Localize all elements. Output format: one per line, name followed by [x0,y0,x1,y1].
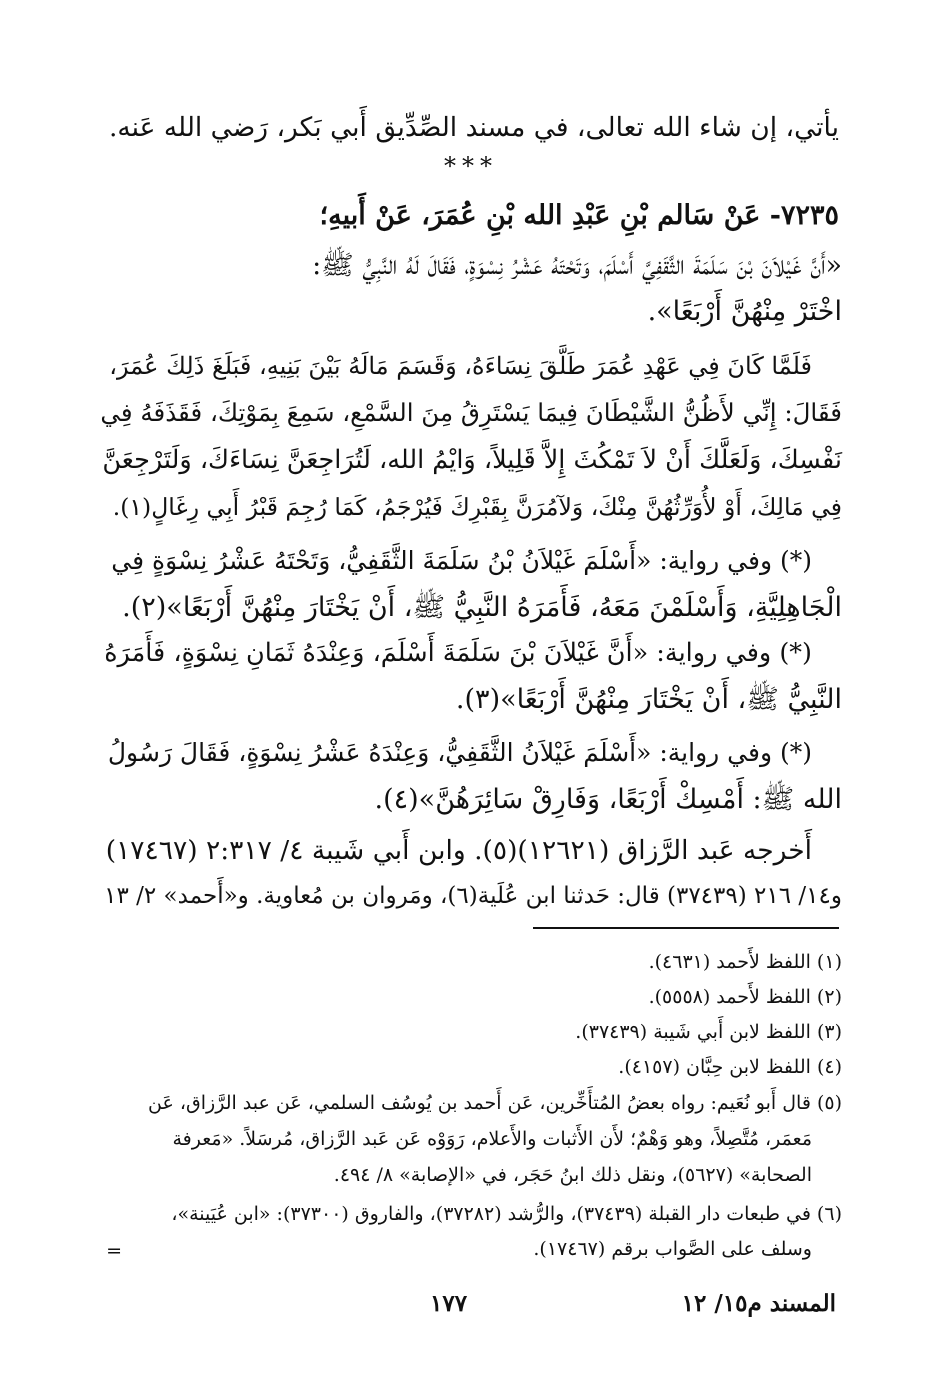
footnote: (٢) اللفظ لأَحمد (٥٥٥٨). [648,986,842,1008]
body-line: (*) وفي رواية: «أَسْلَمَ غَيْلاَنُ بْنُ سَلَمَةَ الثَّقَفِيُّ، وَتَحْتَهُ عَشْرُ نِسْوَةٍ فِي [111,546,812,575]
body-line: «أَنَّ غَيْلاَنَ بْنَ سَلَمَةَ الثَّقَفِيَّ أَسْلَمَ، وَتَحْتَهُ عَشْرُ نِسْوَةٍ، فَقَالَ لَهُ النَّبِيُّ ﷺ: [312,250,842,281]
footnote: وسلف على الصَّواب برقم (١٧٤٦٧). [533,1238,812,1260]
footnote: (٦) في طبعات دار القبلة (٣٧٤٣٩)، والرُّشد (٣٧٢٨٢)، والفاروق (٣٧٣٠٠): «ابن عُيَينة»، [171,1203,842,1225]
footnote: (٤) اللفظ لابن حِبَّان (٤١٥٧). [618,1056,842,1078]
footnote: (٣) اللفظ لابن أَبي شَيبة (٣٧٤٣٩). [575,1021,842,1043]
footnote-divider [533,927,839,929]
body-line: النَّبِيُّ ﷺ، أَنْ يَخْتَارَ مِنْهُنَّ أَرْبَعًا»(٣). [455,684,842,715]
footnote-continuation-mark: = [106,1240,122,1262]
page-number: ١٧٧ [430,1290,468,1317]
footnote: (٥) قال أَبو نُعَيم: رواه بعضُ المُتأَخِّرين، عَن أَحمد بن يُوسُف السلمي، عَن عبد الرَّزاق، عَن [148,1092,842,1114]
intro-line: يأتي، إن شاء الله تعالى، في مسند الصِّدِّيق أَبي بَكر، رَضي الله عَنه. [108,112,839,143]
footnote: الصحابة» (٥٦٢٧)، ونقل ذلك ابنُ حَجَر، في «الإصابة» ٨/ ٤٩٤. [333,1164,812,1186]
body-line: الله ﷺ: أَمْسِكْ أَرْبَعًا، وَفَارِقْ سَائِرَهُنَّ»(٤). [374,784,842,815]
body-line: نَفْسِكَ، وَلَعَلَّكَ أَنْ لاَ تَمْكُثَ إِلاَّ قَلِيلاً، وَايْمُ الله، لَتُرَاجِعَنَّ نِسَاءَكَ، وَلَتَرْجِعَنَّ [102,445,842,475]
running-title: المسند م١٥/ ١٢ [681,1290,836,1317]
body-line: اخْتَرْ مِنْهُنَّ أَرْبَعًا». [647,296,842,327]
body-line: الْجَاهِلِيَّةِ، وَأَسْلَمْنَ مَعَهُ، فَأَمَرَهُ النَّبِيُّ ﷺ، أَنْ يَخْتَارَ مِنْهُنَّ أَرْبَعًا»(٢). [122,592,842,623]
body-line: فَقَالَ: إِنِّي لأَظُنُّ الشَّيْطَانَ فِيمَا يَسْتَرِقُ مِنَ السَّمْعِ، سَمِعَ بِمَوْتِكَ، فَقَذَفَهُ فِي [100,398,842,427]
body-line: أَخرجه عَبد الرَّزاق (١٢٦٢١)(٥). وابن أَبي شَيبة ٤/ ٢:٣١٧ (١٧٤٦٧) [105,835,812,866]
section-separator: *** [444,152,498,180]
hadith-header: ٧٢٣٥- عَنْ سَالم بْنِ عَبْدِ الله بْنِ عُمَرَ، عَنْ أَبيهِ؛ [319,200,839,231]
footnote: (١) اللفظ لأَحمد (٤٦٣١). [648,951,842,973]
body-line: (*) وفي رواية: «أَسْلَمَ غَيْلاَنُ الثَّقَفِيُّ، وَعِنْدَهُ عَشْرُ نِسْوَةٍ، فَقَالَ رَسُولُ [107,738,812,767]
body-line: و١٤/ ٢١٦ (٣٧٤٣٩) قال: حَدثنا ابن عُلَية(٦)، ومَروان بن مُعاوية. و«أَحمد» ٢/ ١٣ [104,883,842,909]
body-line: فَلَمَّا كَانَ فِي عَهْدِ عُمَرَ طَلَّقَ نِسَاءَهُ، وَقَسَمَ مَالَهُ بَيْنَ بَنِيهِ، فَبَلَغَ ذَلِكَ عُمَرَ، [109,352,812,380]
footnote: مَعمَر، مُتَّصِلاً، وهو وَهْمٌ؛ لأَن الأَثبات والأَعلام، رَوَوْه عَن عَبد الرَّزاق، مُرسَلاً. «مَعرفة [172,1128,812,1150]
body-line: فِي مَالِكَ، أَوْ لأُوَرِّثُهُنَّ مِنْكَ، وَلآمُرَنَّ بِقَبْرِكَ فَيُرْجَمُ، كَمَا رُجِمَ قَبْرُ أَبِي رِغَالٍ(١). [112,493,842,521]
body-line: (*) وفي رواية: «أَنَّ غَيْلاَنَ بْنَ سَلَمَةَ أَسْلَمَ، وَعِنْدَهُ ثَمَانِ نِسْوَةٍ، فَأَمَرَهُ [104,638,812,668]
